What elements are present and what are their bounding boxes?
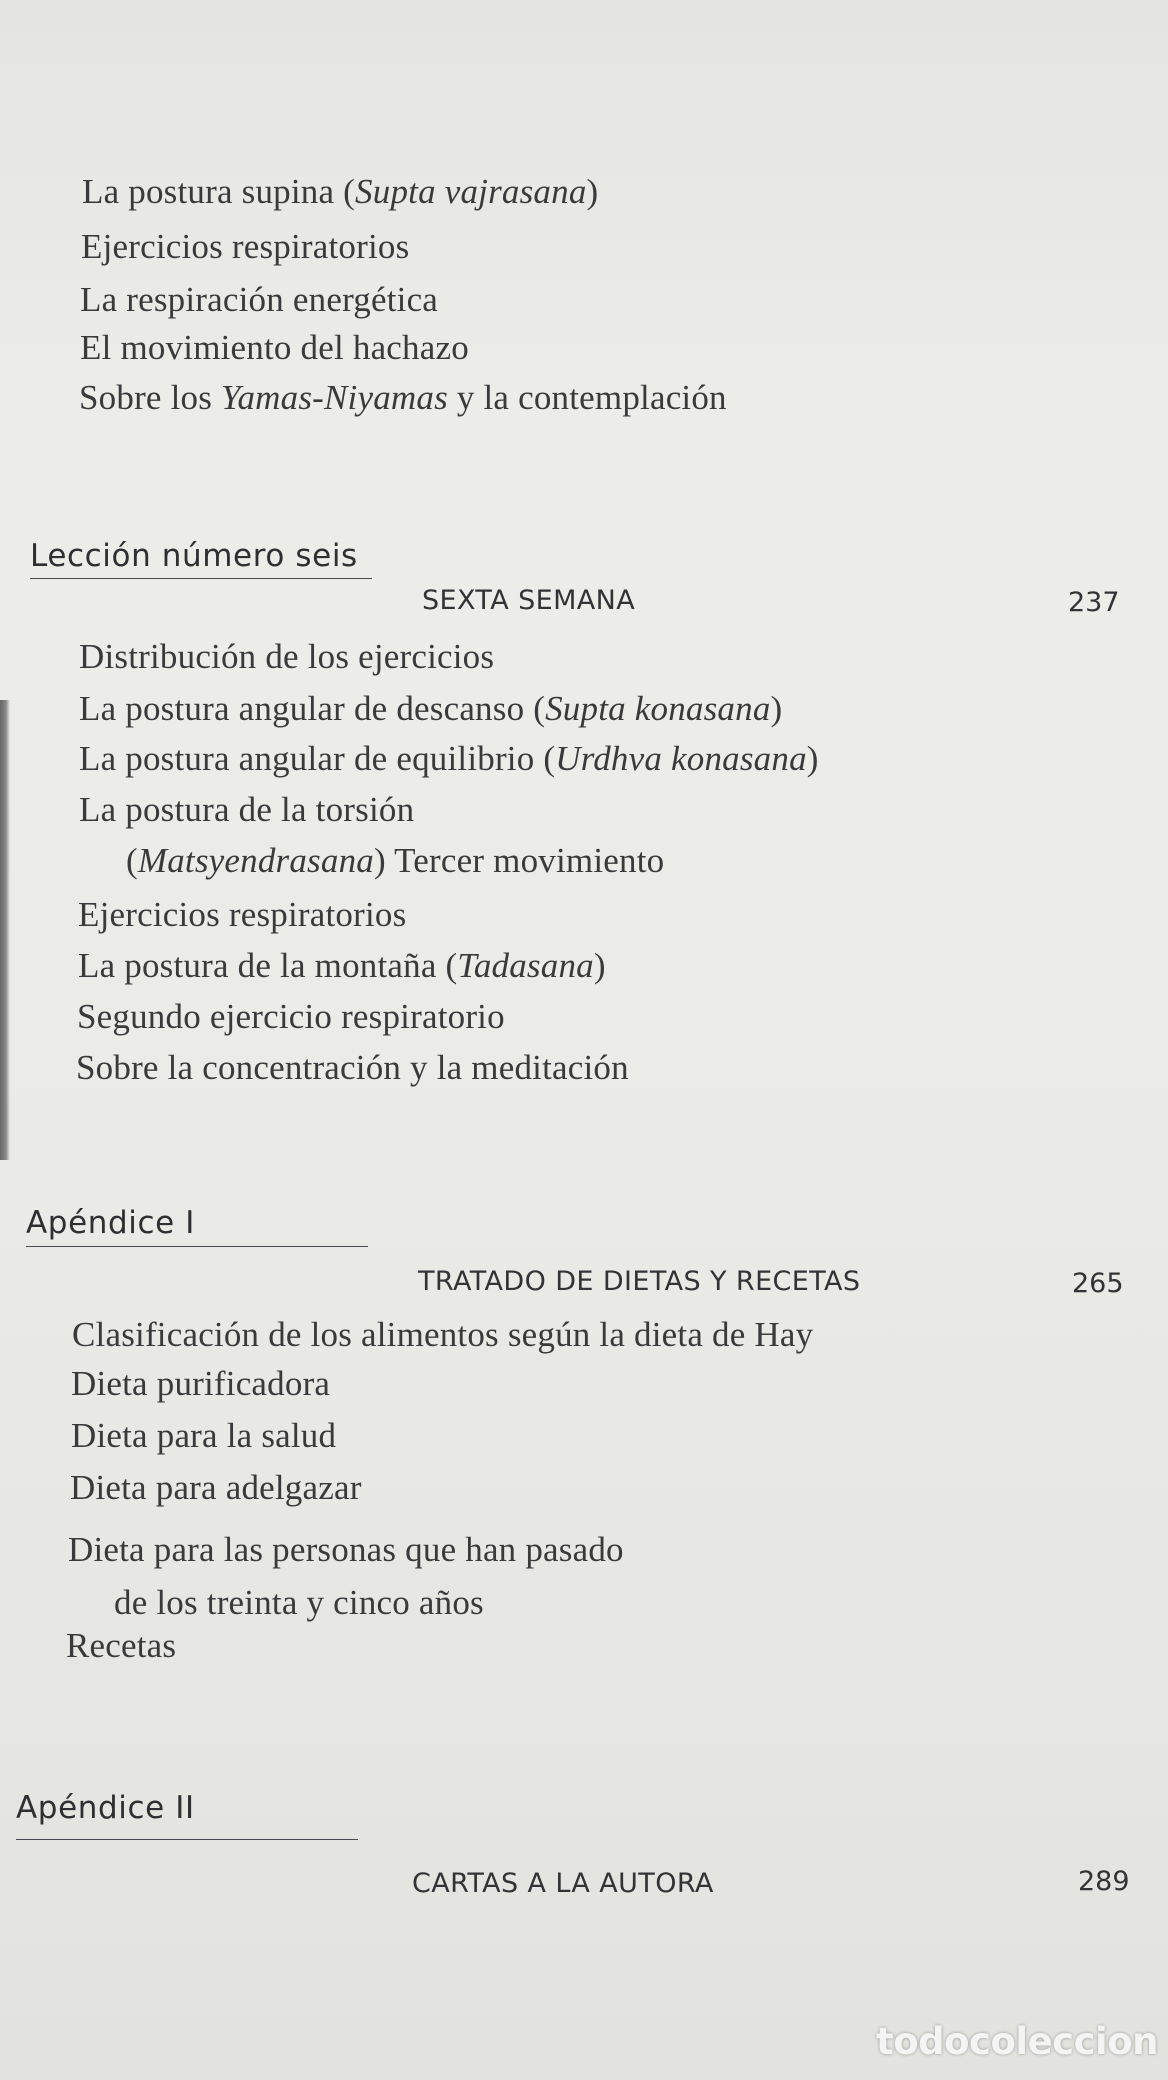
toc-entry: Dieta purificadora (71, 1364, 331, 1403)
section-heading: Lección número seis (30, 538, 358, 574)
chapter-title: SEXTA SEMANA (422, 585, 636, 616)
toc-entry: Ejercicios respiratorios (78, 895, 407, 934)
section-heading: Apéndice II (16, 1790, 195, 1826)
toc-entry: La postura supina (Supta vajrasana) (82, 172, 599, 211)
toc-entry: La postura angular de equilibrio (Urdhva konasana) (79, 739, 819, 778)
page-edge-shadow (0, 700, 10, 1160)
toc-entry: El movimiento del hachazo (80, 328, 469, 367)
heading-underline (26, 1246, 368, 1247)
toc-entry: La postura de la torsión (79, 790, 415, 829)
toc-entry: Clasificación de los alimentos según la dieta de Hay (72, 1315, 814, 1354)
toc-entry: Dieta para la salud (71, 1416, 337, 1455)
heading-underline (30, 578, 372, 579)
toc-entry-continuation: de los treinta y cinco años (114, 1583, 484, 1622)
heading-underline (16, 1839, 358, 1840)
toc-entry: Dieta para las personas que han pasado (68, 1530, 624, 1569)
chapter-title: CARTAS A LA AUTORA (412, 1868, 714, 1899)
toc-entry: Distribución de los ejercicios (79, 637, 495, 676)
toc-entry: Recetas (66, 1626, 177, 1665)
toc-entry-continuation: (Matsyendrasana) Tercer movimiento (126, 841, 665, 880)
toc-entry: La respiración energética (80, 280, 439, 319)
toc-entry: Segundo ejercicio respiratorio (77, 997, 505, 1036)
toc-entry: Sobre los Yamas-Niyamas y la contemplación (79, 378, 727, 417)
toc-entry: Ejercicios respiratorios (81, 227, 410, 266)
chapter-title: TRATADO DE DIETAS Y RECETAS (418, 1266, 861, 1297)
page-number: 237 (1068, 587, 1120, 618)
toc-entry: Dieta para adelgazar (70, 1468, 362, 1507)
section-heading: Apéndice I (26, 1205, 196, 1241)
toc-entry: La postura angular de descanso (Supta konasana) (79, 689, 783, 728)
page-number: 289 (1078, 1866, 1130, 1897)
toc-entry: Sobre la concentración y la meditación (76, 1048, 629, 1087)
page-number: 265 (1072, 1268, 1124, 1299)
watermark: todocoleccion (876, 2020, 1158, 2063)
toc-entry: La postura de la montaña (Tadasana) (78, 946, 606, 985)
